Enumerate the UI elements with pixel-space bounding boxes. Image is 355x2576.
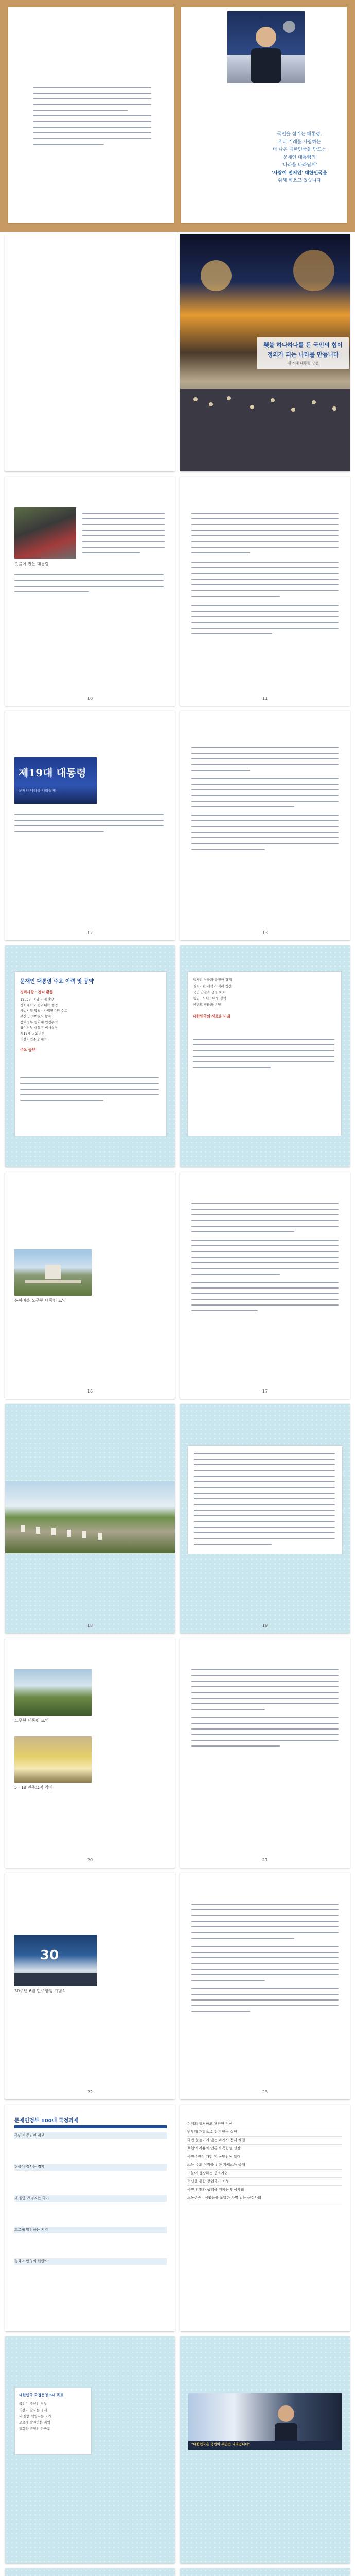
goal-item: 내 삶을 책임지는 국가	[14, 2195, 167, 2202]
quote-line: 국민을 섬기는 대통령,	[277, 132, 322, 137]
spread-4	[0, 711, 355, 940]
memorial-illustration	[14, 1249, 92, 1296]
page-2-left	[5, 234, 175, 471]
banner-text: 제19대 대통령	[19, 767, 86, 779]
box-title: 문재인 대통령 주요 이력 및 공약	[20, 979, 94, 985]
list-item: 1953년 경남 거제 출생	[20, 997, 55, 1002]
page-5-left	[5, 945, 175, 1167]
list-item: 내 삶을 책임지는 국가	[19, 2414, 51, 2418]
goal-list	[14, 2132, 167, 2265]
list-item: 경희대학교 법과대학 졸업	[20, 1003, 58, 1007]
page-number: 23	[262, 2090, 268, 2094]
goals-box	[14, 2388, 92, 2455]
subtitle: 제19대 대통령 당선	[287, 361, 319, 365]
agenda-list	[187, 2120, 342, 2202]
quote-block	[258, 131, 341, 185]
portrait-photo	[227, 11, 305, 83]
title-line-2: 정의가 되는 나라를 만듭니다	[267, 351, 339, 358]
quote-line: 문재인 대통령의	[283, 155, 316, 160]
spread-9	[0, 1873, 355, 2099]
page-8-right	[180, 1638, 350, 1868]
list-item: 더불어민주당 대표	[20, 1037, 47, 1041]
portrait-figure	[227, 11, 305, 83]
svg-text:30: 30	[40, 1947, 59, 1963]
goal-item: 평화와 번영의 한반도	[14, 2258, 167, 2265]
page-11-right	[180, 2336, 350, 2563]
list-item: 고르게 발전하는 지역	[19, 2420, 50, 2425]
speech-caption: "대한민국은 국민이 주인인 나라입니다"	[191, 2442, 251, 2446]
page-4-left	[5, 711, 175, 940]
page-12-right	[180, 2568, 350, 2576]
page-7-right	[180, 1404, 350, 1633]
page-6-right	[180, 1172, 350, 1399]
list-item: 참여정부 대통령 비서실장	[20, 1026, 58, 1030]
photo-caption: 봉하마을 노무현 대통령 묘역	[14, 1298, 66, 1303]
flowers-photo	[14, 1736, 92, 1783]
inauguration-photo	[14, 757, 97, 804]
list-item: 제19대 국회의원	[20, 1031, 45, 1036]
list-item: 더불어 잘사는 경제	[19, 2408, 47, 2412]
photo-caption: 촛불이 만든 대통령	[14, 562, 49, 566]
list-item: 부산 인권변호사 활동	[20, 1014, 51, 1019]
left-heading: 경력사항 · 정치 활동	[20, 990, 54, 994]
page-number: 11	[262, 696, 268, 701]
page-10-right	[180, 2105, 350, 2331]
page-8-left	[5, 1638, 175, 1868]
list-item: 한반도 평화와 번영	[193, 1003, 221, 1007]
agenda-item: 더불어 성장하는 중소기업	[187, 2170, 342, 2178]
spread-1	[0, 0, 355, 232]
page-number: 12	[87, 930, 93, 935]
quote-line: '나라를 나라답게'	[281, 163, 317, 168]
agenda-header: 문재인정부 100대 국정과제	[14, 2118, 79, 2124]
list-item: 참여정부 청와대 민정수석	[20, 1020, 58, 1024]
page-1-right	[181, 7, 347, 223]
agenda-bar	[14, 2125, 167, 2128]
spread-6	[0, 1172, 355, 1399]
photo-caption-bottom: 5 · 18 민주묘지 참배	[14, 1785, 53, 1790]
spread-2	[0, 234, 355, 471]
page-5-right	[180, 945, 350, 1167]
title-line-1: 횃불 하나하나를 든 국민의 힘이	[263, 342, 343, 348]
page-3-right	[180, 477, 350, 706]
page-6-left	[5, 1172, 175, 1399]
spread-10	[0, 2105, 355, 2331]
page-number: 16	[87, 1389, 93, 1394]
page-7-left	[5, 1404, 175, 1633]
graves-illustration	[5, 1481, 175, 1553]
agenda-item: 혁신을 통한 창업국가 조성	[187, 2178, 342, 2186]
page-number: 10	[87, 696, 93, 701]
goal-item: 더불어 잘사는 경제	[14, 2164, 167, 2171]
right-heading: 대한민국의 새로운 미래	[193, 1014, 230, 1019]
text-box	[187, 1445, 343, 1554]
page-number: 21	[262, 1858, 268, 1862]
agenda-item: 표현의 자유와 언론의 독립성 신장	[187, 2145, 342, 2153]
pledge-box	[187, 971, 342, 1136]
ceremony-photo	[14, 1935, 97, 1986]
page-9-right	[180, 1873, 350, 2099]
speech-photo	[188, 2393, 342, 2450]
page-number: 17	[262, 1389, 268, 1394]
goals-heading: 대한민국 국정운영 5대 목표	[19, 2393, 64, 2397]
pledge-list	[193, 977, 336, 1008]
page-9-left	[5, 1873, 175, 2099]
spread-3	[0, 477, 355, 706]
quote-line: 위해 힘쓰고 있습니다	[278, 178, 321, 183]
spread-8	[0, 1638, 355, 1868]
spread-5	[0, 945, 355, 1167]
agenda-item: 노동존중 · 성평등을 포함한 차별 없는 공정사회	[187, 2194, 342, 2202]
spread-11	[0, 2336, 355, 2563]
quote-line: 더 나은 대한민국을 만드는	[272, 147, 327, 152]
list-item: 권력기관 개혁과 적폐 청산	[193, 984, 232, 988]
page-3-left	[5, 477, 175, 706]
page-number: 13	[262, 930, 268, 935]
list-item: 일자리 창출과 공정한 경제	[193, 978, 232, 982]
agenda-item: 국민 안전과 생명을 지키는 안심사회	[187, 2186, 342, 2194]
goal-item: 고르게 발전하는 지역	[14, 2227, 167, 2233]
goals-list	[19, 2401, 87, 2432]
page-1-left	[8, 7, 174, 223]
page-number: 19	[262, 1623, 268, 1628]
goal-item: 국민이 주인인 정부	[14, 2132, 167, 2139]
agenda-item: 적폐의 철저하고 완전한 청산	[187, 2120, 342, 2128]
list-item: 국민 안전과 생명 보호	[193, 990, 225, 994]
page-number: 22	[87, 2090, 93, 2094]
profile-box	[14, 971, 167, 1136]
list-item: 청년 · 노년 · 여성 정책	[193, 996, 226, 1001]
title-block	[257, 337, 349, 369]
ceremony-illustration	[14, 1935, 97, 1986]
rally-photo	[14, 507, 76, 559]
page-10-left	[5, 2105, 175, 2331]
spread-7	[0, 1404, 355, 1633]
quote-line: 우리 겨레를 사랑하는	[278, 140, 321, 145]
page-2-right	[180, 234, 350, 471]
page-number: 18	[87, 1623, 93, 1628]
spread-12	[0, 2568, 355, 2576]
photo-caption-top: 노무현 대통령 묘역	[14, 1718, 49, 1723]
page-4-right	[180, 711, 350, 940]
agenda-item: 반부패 개혁으로 청렴 한국 실현	[187, 2128, 342, 2137]
tomb-photo	[14, 1669, 92, 1716]
memorial-photo	[14, 1249, 92, 1296]
list-item: 국민이 주인인 정부	[19, 2402, 47, 2406]
page-number: 20	[87, 1858, 93, 1862]
list-item: 평화와 번영의 한반도	[19, 2427, 50, 2431]
quote-line: '사람이 먼저인' 대한민국을	[272, 171, 327, 176]
agenda-item: 국민 눈높이에 맞는 과거사 문제 해결	[187, 2137, 342, 2145]
page-11-left	[5, 2336, 175, 2563]
agenda-item: 소득 주도 성장을 위한 가계소득 증대	[187, 2161, 342, 2170]
page-12-left	[5, 2568, 175, 2576]
sign-text: 문재인 나라를 나라답게	[19, 789, 56, 793]
left-heading-2: 주요 공약	[20, 1048, 36, 1052]
list-item: 사법시험 합격 · 사법연수원 수료	[20, 1009, 67, 1013]
career-list	[20, 997, 161, 1042]
agenda-item: 국민주권적 개헌 및 국민참여 확대	[187, 2153, 342, 2161]
cemetery-photo	[5, 1481, 175, 1553]
photo-caption: 30주년 6월 민주항쟁 기념식	[14, 1989, 66, 1993]
